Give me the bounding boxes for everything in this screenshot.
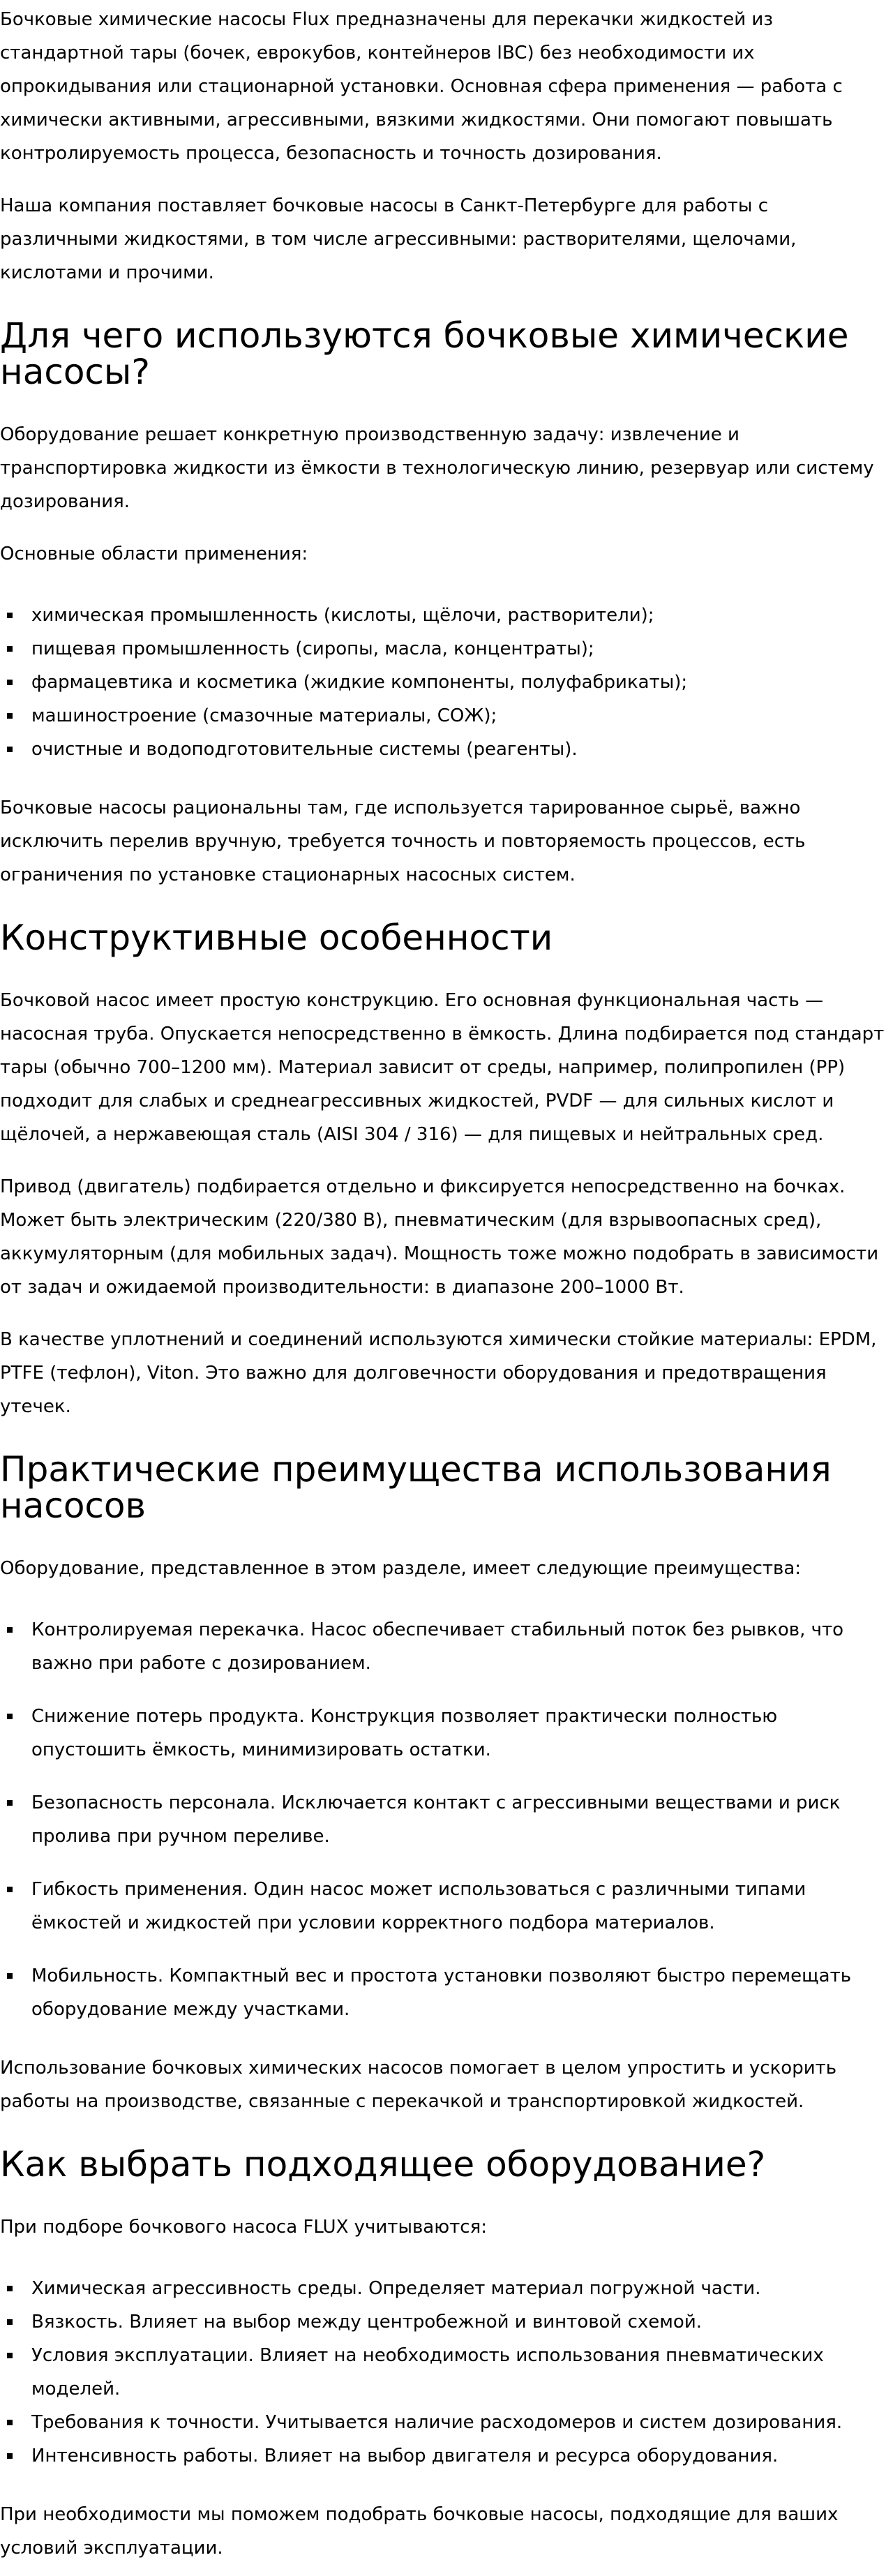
list-item-text: машиностроение (смазочные материалы, СОЖ); (31, 705, 497, 726)
list-item-text: Безопасность персонала. Исключается контакт с агрессивными веществами и риск пролива при ручном переливе. (31, 1792, 841, 1847)
square-bullet-icon (7, 2319, 13, 2325)
selection-paragraph-1: При подборе бочкового насоса FLUX учитываются: (0, 2217, 487, 2238)
usage-paragraph-3: Бочковые насосы рациональны там, где используется тарированное сырьё, важно исключить перелив вручную, требуется точность и повторяемость процессов, есть ограничения по установке стационарных насосных систем. (0, 797, 806, 885)
list-item (0, 2339, 886, 2406)
list-item (0, 2272, 886, 2305)
list-item-text: Гибкость применения. Один насос может использоваться с различными типами ёмкостей и жидкостей при условии корректного подбора материалов. (31, 1879, 806, 1933)
square-bullet-icon (7, 613, 13, 618)
advantages-paragraph-2: Использование бочковых химических насосов помогает в целом упростить и ускорить работы на производстве, связанные с перекачкой и транспортировкой жидкостей. (0, 2058, 837, 2112)
list-item (0, 666, 886, 699)
list-item-text: Требования к точности. Учитывается наличие расходомеров и систем дозирования. (31, 2412, 843, 2433)
advantages-list (0, 1613, 886, 2026)
list-item (0, 632, 886, 666)
square-bullet-icon (7, 2420, 13, 2425)
list-item (0, 1959, 886, 2026)
intro-paragraph-1: Бочковые химические насосы Flux предназначены для перекачки жидкостей из стандартной тары (бочек, еврокубов, контейнеров IBC) без необходимости их опрокидывания или стационарной установки. Основная сфера применения — работа с химически активными, агрессивными, вязкими жидкостями. Они помогают повышать контролируемость процесса, безопасность и точность дозирования. (0, 9, 843, 164)
selection-criteria-list (0, 2272, 886, 2473)
list-item (0, 1613, 886, 1680)
usage-paragraph-1: Оборудование решает конкретную производственную задачу: извлечение и транспортировка жидкости из ёмкости в технологическую линию, резервуар или систему дозирования. (0, 424, 874, 512)
list-item-text: Условия эксплуатации. Влияет на необходимость использования пневматических моделей. (31, 2345, 824, 2399)
list-item-text: фармацевтика и косметика (жидкие компоненты, полуфабрикаты); (31, 672, 688, 693)
list-item (0, 1873, 886, 1940)
section-heading-usage: Для чего используются бочковые химические насосы? (0, 315, 849, 392)
square-bullet-icon (7, 1714, 13, 1719)
square-bullet-icon (7, 1887, 13, 1892)
section-heading-design: Конструктивные особенности (0, 918, 553, 958)
square-bullet-icon (7, 2453, 13, 2459)
list-item (0, 1786, 886, 1853)
list-item (0, 2406, 886, 2439)
list-item-text: пищевая промышленность (сиропы, масла, концентраты); (31, 638, 594, 659)
list-item (0, 2439, 886, 2473)
application-areas-list (0, 599, 886, 766)
list-item-text: Снижение потерь продукта. Конструкция позволяет практически полностью опустошить ёмкость, минимизировать остатки. (31, 1706, 778, 1760)
list-item (0, 699, 886, 733)
list-item-text: Химическая агрессивность среды. Определяет материал погружной части. (31, 2278, 761, 2299)
list-item-text: химическая промышленность (кислоты, щёлочи, растворители); (31, 605, 654, 626)
square-bullet-icon (7, 680, 13, 685)
square-bullet-icon (7, 747, 13, 752)
square-bullet-icon (7, 1800, 13, 1806)
article-content (0, 3, 886, 2565)
list-item-text: Мобильность. Компактный вес и простота установки позволяют быстро перемещать оборудование между участками. (31, 1965, 852, 2020)
square-bullet-icon (7, 713, 13, 719)
list-item (0, 2305, 886, 2339)
list-item (0, 733, 886, 766)
list-item-text: Контролируемая перекачка. Насос обеспечивает стабильный поток без рывков, что важно при работе с дозированием. (31, 1619, 844, 1674)
square-bullet-icon (7, 1627, 13, 1633)
selection-paragraph-2: При необходимости мы поможем подобрать бочковые насосы, подходящие для ваших условий эксплуатации. (0, 2504, 839, 2559)
section-heading-advantages: Практические преимущества использования насосов (0, 1449, 832, 1526)
list-item-text: Интенсивность работы. Влияет на выбор двигателя и ресурса оборудования. (31, 2446, 779, 2466)
square-bullet-icon (7, 1973, 13, 1979)
usage-paragraph-2: Основные области применения: (0, 544, 308, 564)
design-paragraph-2: Привод (двигатель) подбирается отдельно и фиксируется непосредственно на бочках. Может быть электрическим (220/380 В), пневматическим (для взрывоопасных сред), аккумуляторным (для мобильных задач). Мощность тоже можно подобрать в зависимости от задач и ожидаемой производительности: в диапазоне 200–1000 Вт. (0, 1176, 879, 1298)
list-item-text: Вязкость. Влияет на выбор между центробежной и винтовой схемой. (31, 2312, 702, 2332)
section-heading-selection: Как выбрать подходящее оборудование? (0, 2144, 766, 2185)
intro-paragraph-2: Наша компания поставляет бочковые насосы в Санкт-Петербурге для работы с различными жидкостями, в том числе агрессивными: растворителями, щелочами, кислотами и прочими. (0, 195, 797, 283)
list-item (0, 599, 886, 632)
square-bullet-icon (7, 646, 13, 652)
square-bullet-icon (7, 2286, 13, 2291)
square-bullet-icon (7, 2353, 13, 2358)
list-item-text: очистные и водоподготовительные системы (реагенты). (31, 739, 578, 760)
list-item (0, 1700, 886, 1767)
design-paragraph-3: В качестве уплотнений и соединений используются химически стойкие материалы: EPDM, PTFE (тефлон), Viton. Это важно для долговечности оборудования и предотвращения утечек. (0, 1329, 877, 1417)
design-paragraph-1: Бочковой насос имеет простую конструкцию. Его основная функциональная часть — насосная труба. Опускается непосредственно в ёмкость. Длина подбирается под стандарт тары (обычно 700–1200 мм). Материал зависит от среды, например, полипропилен (PP) подходит для слабых и среднеагрессивных жидкостей, PVDF — для сильных кислот и щёлочей, а нержавеющая сталь (AISI 304 / 316) — для пищевых и нейтральных сред. (0, 990, 885, 1145)
advantages-paragraph-1: Оборудование, представленное в этом разделе, имеет следующие преимущества: (0, 1558, 802, 1579)
